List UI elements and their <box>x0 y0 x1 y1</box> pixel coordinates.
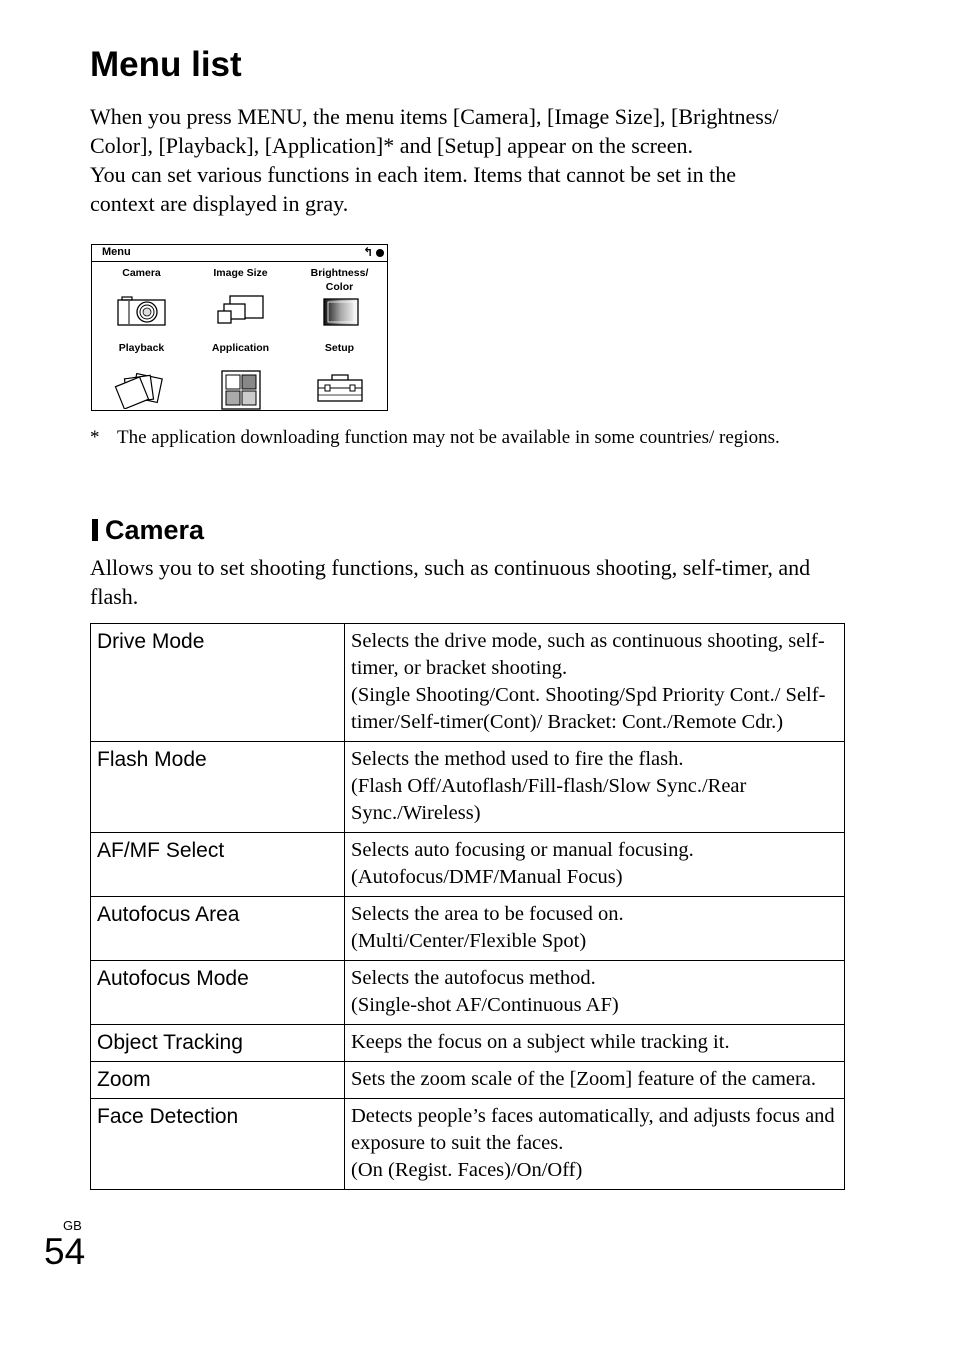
setting-description <box>345 1099 845 1190</box>
description-line: Detects people’s faces automatically, and adjusts focus and exposure to suit the faces. <box>351 1105 835 1154</box>
intro-line: When you press MENU, the menu items [Camera], [Image Size], [Brightness/ <box>90 104 779 129</box>
setting-name: Zoom <box>91 1062 345 1099</box>
description-line: (Single-shot AF/Continuous AF) <box>351 994 619 1016</box>
table-row <box>91 833 845 897</box>
application-icon <box>220 369 262 411</box>
setting-description <box>345 833 845 897</box>
setting-description <box>345 1062 845 1099</box>
back-icon: ↰ <box>362 245 373 259</box>
description-line: (Single Shooting/Cont. Shooting/Spd Priority Cont./ Self-timer/Self-timer(Cont)/ Bracket: Cont./Remote Cdr.) <box>351 684 826 733</box>
menu-item-label: Setup <box>324 342 355 354</box>
table-row <box>91 1025 845 1062</box>
description-line: Sets the zoom scale of the [Zoom] feature of the camera. <box>351 1068 817 1090</box>
table-row <box>91 742 845 833</box>
intro-line: You can set various functions in each item. Items that cannot be set in the <box>90 162 737 187</box>
setting-name: Object Tracking <box>91 1025 345 1062</box>
setting-name: Face Detection <box>91 1099 345 1190</box>
table-row <box>91 897 845 961</box>
setting-name: Drive Mode <box>91 624 345 742</box>
table-row <box>91 961 845 1025</box>
menu-item-setup <box>290 341 389 405</box>
section-description: Allows you to set shooting functions, such as continuous shooting, self-timer, and flash. <box>90 555 811 609</box>
menu-item-label: Application <box>211 342 270 354</box>
footnote-text: The application downloading function may not be available in some countries/ regions. <box>117 427 780 448</box>
setting-name: Autofocus Area <box>91 897 345 961</box>
intro-line: Color], [Playback], [Application]* and [Setup] appear on the screen. <box>90 133 693 158</box>
menu-item-camera <box>92 266 191 328</box>
footnote-mark: * <box>90 427 100 448</box>
menu-screen-title: Menu <box>102 246 131 258</box>
setting-description <box>345 961 845 1025</box>
heading-marker-icon <box>92 519 98 541</box>
menu-item-application <box>191 341 290 411</box>
menu-item-brightness-color <box>290 266 389 328</box>
menu-item-label: Image Size <box>213 267 268 279</box>
description-line: Keeps the focus on a subject while tracking it. <box>351 1031 730 1053</box>
description-line: Selects the autofocus method. <box>351 967 596 989</box>
camera-settings-table <box>90 623 845 1190</box>
page-title: Menu list <box>90 45 242 84</box>
description-line: (Flash Off/Autoflash/Fill-flash/Slow Sync./Rear Sync./Wireless) <box>351 775 747 824</box>
menu-item-image-size <box>191 266 290 328</box>
section-heading-text: Camera <box>105 515 205 545</box>
page-number: 54 <box>44 1231 86 1272</box>
menu-screen-illustration <box>91 244 388 411</box>
menu-title-bar <box>92 245 387 262</box>
table-row <box>91 1062 845 1099</box>
setting-name: Autofocus Mode <box>91 961 345 1025</box>
description-line: (Autofocus/DMF/Manual Focus) <box>351 866 623 888</box>
description-line: (On (Regist. Faces)/On/Off) <box>351 1159 583 1181</box>
setting-name: Flash Mode <box>91 742 345 833</box>
description-line: Selects the area to be focused on. <box>351 903 624 925</box>
intro-paragraph <box>90 102 860 218</box>
playback-icon <box>114 369 170 409</box>
setting-name: AF/MF Select <box>91 833 345 897</box>
setting-description <box>345 897 845 961</box>
menu-item-label: Brightness/ Color <box>310 267 369 293</box>
menu-item-playback <box>92 341 191 409</box>
language-code: GB <box>63 1218 82 1233</box>
table-row <box>91 624 845 742</box>
description-line: (Multi/Center/Flexible Spot) <box>351 930 587 952</box>
brightness-color-icon <box>314 294 366 328</box>
section-heading-camera <box>92 512 204 548</box>
setup-toolbox-icon <box>314 369 366 405</box>
camera-icon <box>116 294 168 328</box>
description-line: Selects auto focusing or manual focusing. <box>351 839 694 861</box>
menu-item-label: Camera <box>122 267 161 279</box>
record-dot-icon <box>376 249 384 257</box>
description-line: Selects the method used to fire the flash. <box>351 748 684 770</box>
image-size-icon <box>215 294 267 328</box>
setting-description <box>345 742 845 833</box>
setting-description <box>345 1025 845 1062</box>
menu-item-label: Playback <box>118 342 165 354</box>
setting-description <box>345 624 845 742</box>
description-line: Selects the drive mode, such as continuous shooting, self-timer, or bracket shooting. <box>351 630 825 679</box>
intro-line: context are displayed in gray. <box>90 191 349 216</box>
table-row <box>91 1099 845 1190</box>
